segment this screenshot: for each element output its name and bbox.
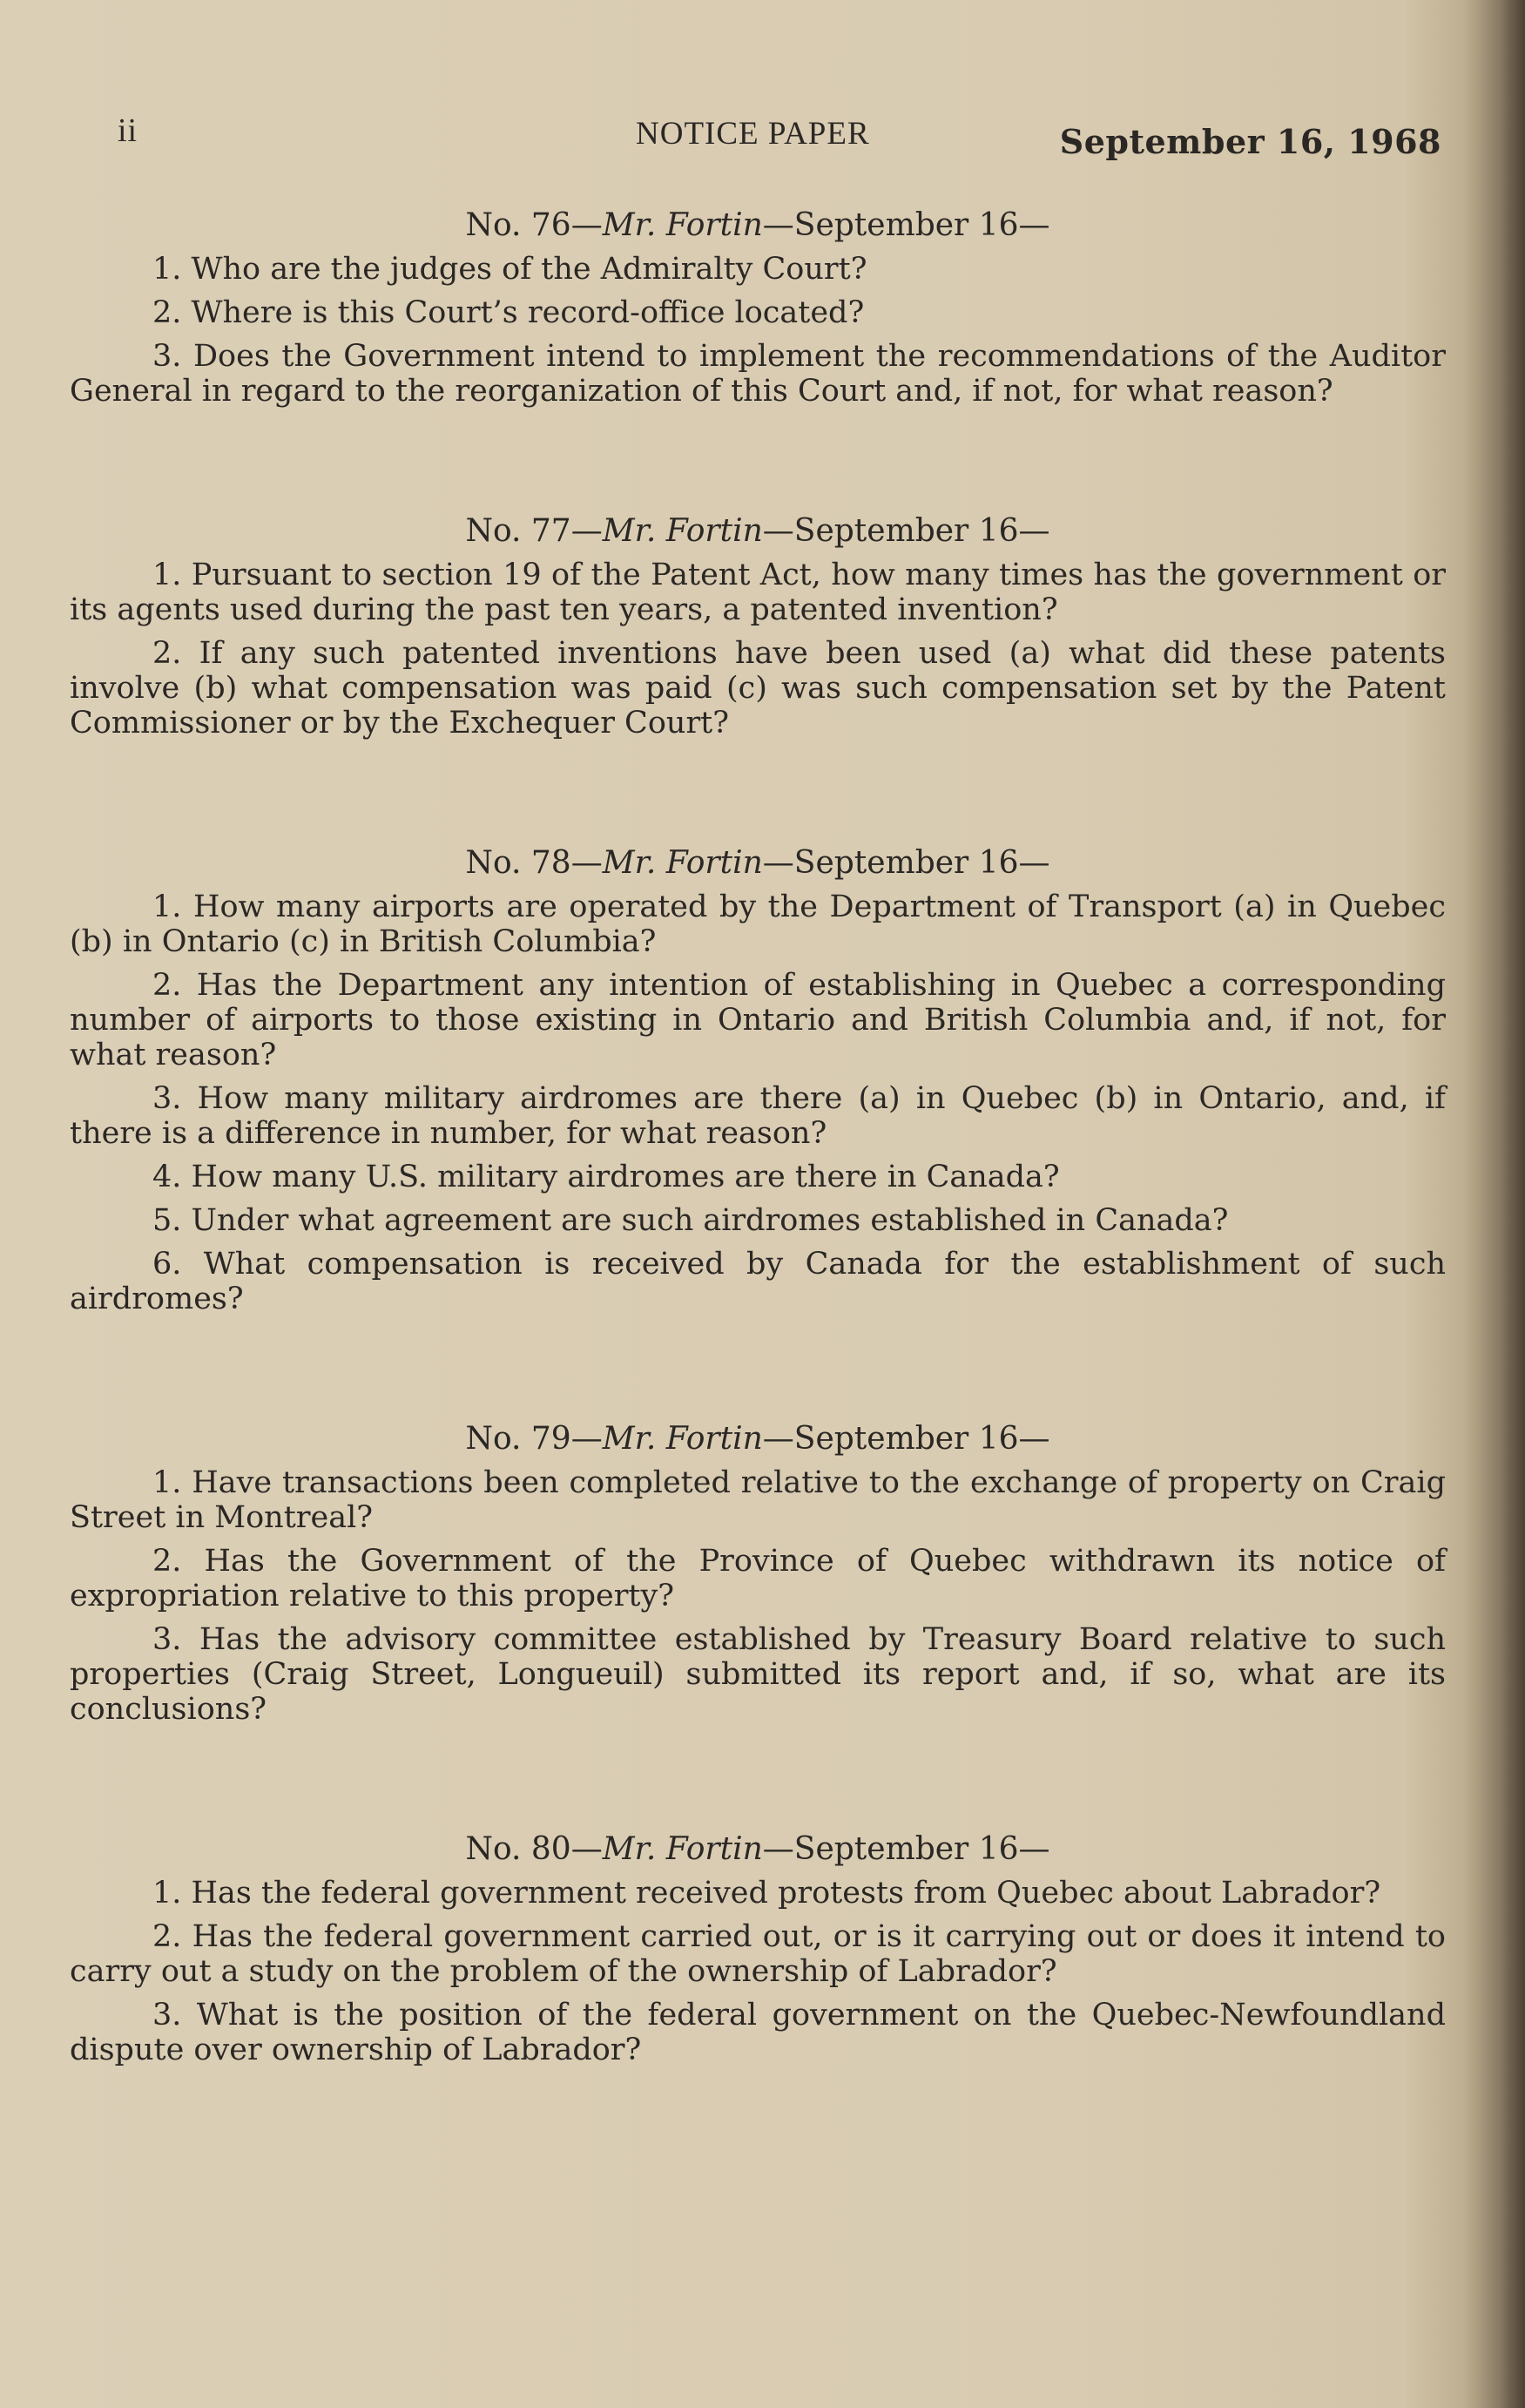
question-number: No. 78	[465, 845, 571, 881]
page-number: ii	[118, 112, 138, 149]
question-date: September 16	[793, 1831, 1019, 1867]
question-member: Mr. Fortin	[602, 1831, 763, 1867]
question-number: No. 77	[465, 513, 571, 549]
question-item: 3. Does the Government intend to implement the recommendations of the Auditor General in regard to the reorganization of this Court and, if not, for what reason?	[70, 339, 1446, 409]
question-79	[70, 1421, 1446, 1727]
question-date: September 16	[793, 513, 1019, 549]
question-heading: No. 76—Mr. Fortin—September 16—	[465, 207, 1050, 243]
question-item: 1. How many airports are operated by the Department of Transport (a) in Quebec (b) in Ontario (c) in British Columbia?	[70, 889, 1446, 959]
question-number: No. 79	[465, 1421, 571, 1457]
question-item: 2. If any such patented inventions have been used (a) what did these patents involve (b) what compensation was paid (c) was such compensation set by the Patent Commissioner or by the Exchequer Court?	[70, 636, 1446, 741]
question-item: 3. How many military airdromes are there (a) in Quebec (b) in Ontario, and, if there is a difference in number, for what reason?	[70, 1081, 1446, 1151]
question-heading: No. 78—Mr. Fortin—September 16—	[465, 845, 1050, 881]
question-number: No. 76	[465, 207, 571, 243]
question-item: 3. Has the advisory committee established by Treasury Board relative to such properties (Craig Street, Longueuil) submitted its report and, if so, what are its conclusions?	[70, 1622, 1446, 1727]
question-date: September 16	[793, 845, 1019, 881]
question-date: September 16	[793, 207, 1019, 243]
question-item: 3. What is the position of the federal government on the Quebec-Newfoundland dispute over ownership of Labrador?	[70, 1998, 1446, 2067]
question-member: Mr. Fortin	[602, 845, 763, 881]
question-member: Mr. Fortin	[602, 513, 763, 549]
question-item: 1. Have transactions been completed relative to the exchange of property on Craig Street in Montreal?	[70, 1465, 1446, 1535]
question-76	[70, 207, 1446, 409]
header-date: September 16, 1968	[1059, 122, 1441, 161]
question-item: 6. What compensation is received by Canada for the establishment of such airdromes?	[70, 1247, 1446, 1316]
question-number: No. 80	[465, 1831, 571, 1867]
question-item: 1. Has the federal government received protests from Quebec about Labrador?	[152, 1876, 1381, 1911]
question-member: Mr. Fortin	[602, 1421, 763, 1457]
page-header	[118, 112, 1441, 172]
question-item: 2. Where is this Court’s record-office located?	[152, 295, 865, 330]
question-date: September 16	[793, 1421, 1019, 1457]
question-item: 4. How many U.S. military airdromes are there in Canada?	[152, 1160, 1060, 1194]
question-item: 2. Has the federal government carried out, or is it carrying out or does it intend to carry out a study on the problem of the ownership of Labrador?	[70, 1919, 1446, 1989]
question-77	[70, 513, 1446, 741]
question-heading: No. 77—Mr. Fortin—September 16—	[465, 513, 1050, 549]
question-item: 1. Pursuant to section 19 of the Patent Act, how many times has the government or its agents used during the past ten years, a patented invention?	[70, 558, 1446, 627]
question-78	[70, 845, 1446, 1316]
question-heading: No. 80—Mr. Fortin—September 16—	[465, 1831, 1050, 1867]
question-item: 5. Under what agreement are such airdromes established in Canada?	[152, 1203, 1229, 1238]
questions-list	[70, 207, 1446, 2172]
question-member: Mr. Fortin	[602, 207, 763, 243]
question-item: 2. Has the Department any intention of establishing in Quebec a corresponding number of airports to those existing in Ontario and British Columbia and, if not, for what reason?	[70, 968, 1446, 1072]
question-item: 2. Has the Government of the Province of Quebec withdrawn its notice of expropriation relative to this property?	[70, 1544, 1446, 1613]
question-80	[70, 1831, 1446, 2067]
page-title: NOTICE PAPER	[636, 116, 870, 152]
question-item: 1. Who are the judges of the Admiralty Court?	[152, 252, 867, 287]
question-heading: No. 79—Mr. Fortin—September 16—	[465, 1421, 1050, 1457]
page-spine-shadow	[1464, 0, 1525, 2408]
